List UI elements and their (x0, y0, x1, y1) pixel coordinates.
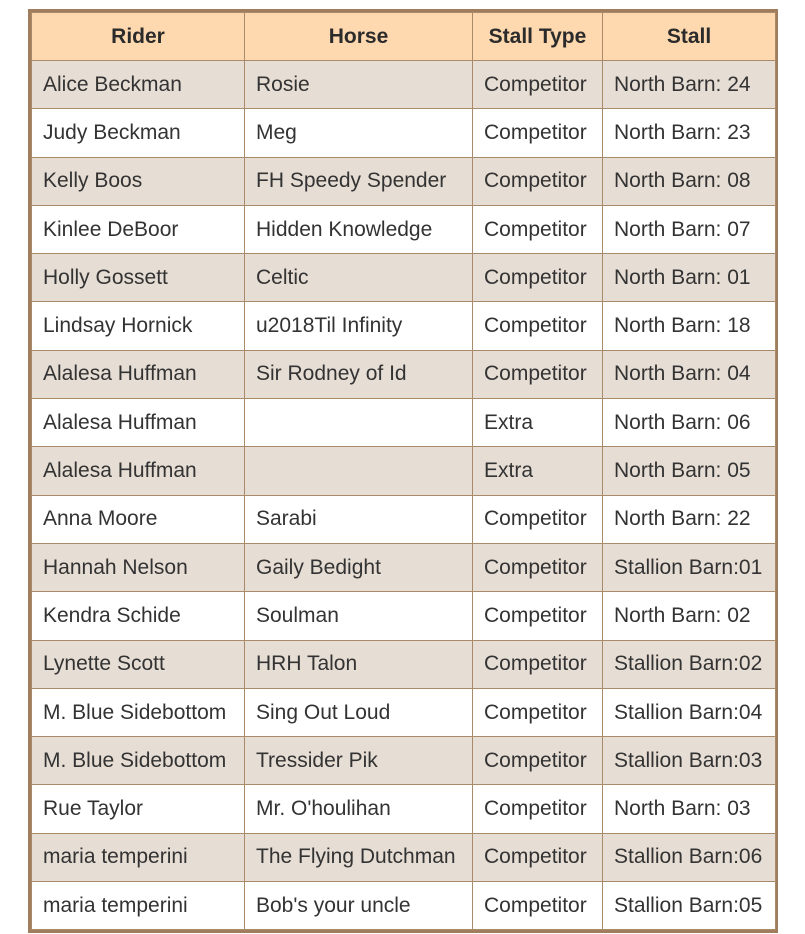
cell-stall-type: Competitor (473, 688, 603, 736)
cell-rider: Kelly Boos (32, 157, 245, 205)
cell-stall-type: Competitor (473, 882, 603, 930)
cell-rider: Rue Taylor (32, 785, 245, 833)
cell-rider: Hannah Nelson (32, 543, 245, 591)
cell-stall: Stallion Barn:04 (603, 688, 776, 736)
cell-rider: Anna Moore (32, 495, 245, 543)
cell-rider: Kendra Schide (32, 592, 245, 640)
cell-stall-type: Competitor (473, 640, 603, 688)
table-row (32, 157, 776, 205)
cell-rider: Judy Beckman (32, 109, 245, 157)
cell-stall-type: Competitor (473, 157, 603, 205)
table-row (32, 447, 776, 495)
cell-stall-type: Extra (473, 447, 603, 495)
cell-stall: Stallion Barn:05 (603, 882, 776, 930)
cell-horse: Celtic (245, 254, 473, 302)
cell-rider: M. Blue Sidebottom (32, 737, 245, 785)
cell-horse: FH Speedy Spender (245, 157, 473, 205)
table-row (32, 737, 776, 785)
table-row (32, 61, 776, 109)
cell-horse: Tressider Pik (245, 737, 473, 785)
table-row (32, 109, 776, 157)
cell-horse: Bob's your uncle (245, 882, 473, 930)
table-row (32, 205, 776, 253)
cell-stall-type: Competitor (473, 592, 603, 640)
cell-stall-type: Competitor (473, 205, 603, 253)
cell-stall: North Barn: 22 (603, 495, 776, 543)
table-row (32, 543, 776, 591)
column-header-stall[interactable]: Stall (603, 13, 776, 61)
cell-horse (245, 447, 473, 495)
cell-stall: North Barn: 05 (603, 447, 776, 495)
cell-stall-type: Competitor (473, 495, 603, 543)
cell-rider: Lynette Scott (32, 640, 245, 688)
cell-stall: Stallion Barn:06 (603, 833, 776, 881)
cell-stall-type: Competitor (473, 737, 603, 785)
cell-horse: Gaily Bedight (245, 543, 473, 591)
cell-horse: Meg (245, 109, 473, 157)
cell-horse: Mr. O'houlihan (245, 785, 473, 833)
cell-rider: Kinlee DeBoor (32, 205, 245, 253)
column-header-horse[interactable]: Horse (245, 13, 473, 61)
table-row (32, 688, 776, 736)
cell-stall: North Barn: 06 (603, 399, 776, 447)
column-header-rider[interactable]: Rider (32, 13, 245, 61)
cell-stall-type: Competitor (473, 61, 603, 109)
cell-stall-type: Competitor (473, 254, 603, 302)
cell-rider: Lindsay Hornick (32, 302, 245, 350)
table-row (32, 302, 776, 350)
table-row (32, 350, 776, 398)
cell-rider: Holly Gossett (32, 254, 245, 302)
cell-stall: Stallion Barn:02 (603, 640, 776, 688)
column-header-stall-type[interactable]: Stall Type (473, 13, 603, 61)
cell-stall: Stallion Barn:01 (603, 543, 776, 591)
table-row (32, 399, 776, 447)
cell-horse: The Flying Dutchman (245, 833, 473, 881)
cell-stall: North Barn: 23 (603, 109, 776, 157)
cell-stall-type: Competitor (473, 109, 603, 157)
cell-horse: Soulman (245, 592, 473, 640)
cell-horse (245, 399, 473, 447)
table-body (32, 61, 776, 930)
table-header (32, 13, 776, 61)
cell-rider: maria temperini (32, 882, 245, 930)
cell-stall-type: Competitor (473, 543, 603, 591)
table-row (32, 495, 776, 543)
cell-rider: Alice Beckman (32, 61, 245, 109)
cell-stall: North Barn: 24 (603, 61, 776, 109)
cell-rider: Alalesa Huffman (32, 447, 245, 495)
table-row (32, 785, 776, 833)
cell-rider: maria temperini (32, 833, 245, 881)
cell-stall-type: Extra (473, 399, 603, 447)
stall-assignments-table (31, 12, 776, 930)
cell-stall: North Barn: 07 (603, 205, 776, 253)
header-row (32, 13, 776, 61)
cell-rider: Alalesa Huffman (32, 350, 245, 398)
table-row (32, 882, 776, 930)
cell-horse: Sarabi (245, 495, 473, 543)
cell-rider: Alalesa Huffman (32, 399, 245, 447)
cell-horse: Sir Rodney of Id (245, 350, 473, 398)
cell-stall-type: Competitor (473, 833, 603, 881)
cell-stall: North Barn: 02 (603, 592, 776, 640)
table-row (32, 833, 776, 881)
cell-stall: North Barn: 01 (603, 254, 776, 302)
table-row (32, 640, 776, 688)
cell-stall-type: Competitor (473, 302, 603, 350)
table-row (32, 592, 776, 640)
cell-stall-type: Competitor (473, 350, 603, 398)
cell-stall: Stallion Barn:03 (603, 737, 776, 785)
cell-stall-type: Competitor (473, 785, 603, 833)
cell-horse: u2018Til Infinity (245, 302, 473, 350)
cell-stall: North Barn: 08 (603, 157, 776, 205)
cell-horse: Rosie (245, 61, 473, 109)
cell-horse: Hidden Knowledge (245, 205, 473, 253)
table-row (32, 254, 776, 302)
cell-stall: North Barn: 04 (603, 350, 776, 398)
cell-rider: M. Blue Sidebottom (32, 688, 245, 736)
cell-stall: North Barn: 03 (603, 785, 776, 833)
stall-assignments-table-container (28, 9, 778, 933)
cell-horse: Sing Out Loud (245, 688, 473, 736)
cell-stall: North Barn: 18 (603, 302, 776, 350)
cell-horse: HRH Talon (245, 640, 473, 688)
